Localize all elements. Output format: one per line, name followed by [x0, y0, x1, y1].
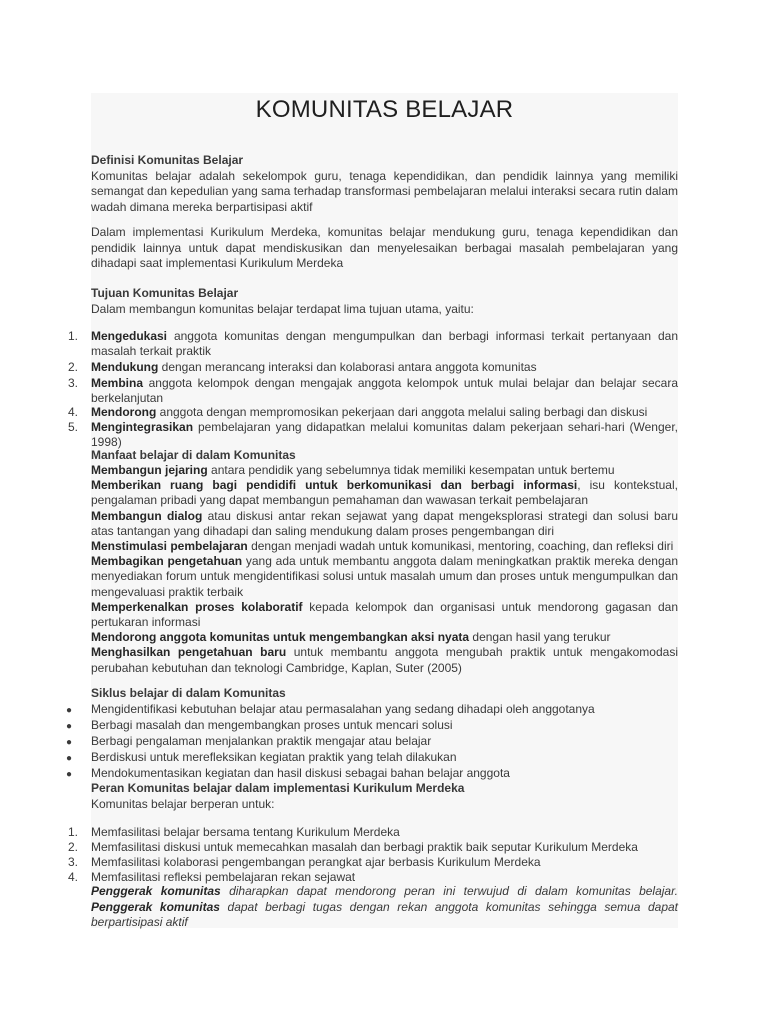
manfaat-item-bold: Mendorong anggota komunitas untuk mengembangkan aksi nyata [91, 630, 470, 645]
page-title: KOMUNITAS BELAJAR [255, 96, 514, 123]
bullet-icon: ● [66, 737, 73, 748]
manfaat-item-text: kepada kelompok dan organisasi untuk mendorong gagasan dan pertukaran informasi [91, 599, 678, 630]
tujuan-item [91, 360, 678, 375]
manfaat-item-bold: Membangun jejaring [91, 463, 208, 477]
list-number: 5. [68, 420, 79, 434]
list-number: 3. [68, 855, 79, 869]
tujuan-item-text: dengan merancang interaksi dan kolaborasi antara anggota komunitas [158, 360, 537, 374]
tujuan-item-text: anggota komunitas dengan mengumpulkan dan berbagi informasi terkait pertanyaan dan masalah terkait praktik [91, 329, 678, 358]
manfaat-item-text: antara pendidik yang sebelumnya tidak memiliki kesempatan untuk bertemu [207, 463, 615, 477]
bullet-icon: ● [66, 721, 73, 732]
siklus-item: Mendokumentasikan kegiatan dan hasil diskusi sebagai bahan belajar anggota [91, 766, 510, 780]
tujuan-item-bold: Mengedukasi [91, 329, 168, 343]
manfaat-item-bold: Membangun dialog [91, 508, 203, 523]
definisi-section [91, 153, 678, 215]
tujuan-item-text: anggota kelompok dengan mengajak anggota kelompok untuk mulai belajar dan belajar secara berkelanjutan [91, 376, 678, 405]
definisi-paragraph-1: Komunitas belajar adalah sekelompok guru, tenaga kependidikan, dan pendidik lainnya yang memiliki semangat dan kepedulian yang sama terhadap transformasi pembelajaran melalui interaksi secara rutin dalam wadah dimana mereka berpartisipasi aktif [91, 168, 678, 214]
manfaat-item [91, 554, 678, 600]
manfaat-item-text: untuk membantu anggota mengubah praktik untuk mengakomodasi perubahan kebutuhan dan teknologi Cambridge, Kaplan, Suter (2005) [91, 645, 678, 675]
tujuan-item [91, 329, 678, 358]
peran-item: Memfasilitasi refleksi pembelajaran rekan sejawat [91, 870, 356, 884]
manfaat-item-bold: Memperkenalkan proses kolaboratif [91, 599, 303, 614]
list-number: 1. [68, 329, 79, 343]
closing-text-1: diharapkan dapat mendorong peran ini terwujud di dalam komunitas belajar. [220, 884, 678, 898]
peran-item: Memfasilitasi belajar bersama tentang Kurikulum Merdeka [91, 825, 400, 839]
peran-intro: Komunitas belajar berperan untuk: [91, 796, 275, 811]
tujuan-item-text: anggota dengan mempromosikan pekerjaan dari anggota melalui saling berbagi dan diskusi [156, 405, 648, 419]
bullet-icon: ● [66, 753, 73, 764]
manfaat-item-text: yang ada untuk membantu anggota dalam meningkatkan praktik mereka dengan menyediakan forum untuk mengidentifikasi solusi untuk masalah umum dan proses untuk mengumpulkan dan mengevaluasi praktik terbaik [91, 554, 678, 599]
siklus-item: Berdiskusi untuk merefleksikan kegiatan praktik yang telah dilakukan [91, 750, 457, 764]
peran-closing [91, 884, 678, 931]
manfaat-list [91, 463, 678, 676]
tujuan-item [91, 420, 678, 449]
tujuan-item-bold: Mendorong [91, 405, 157, 419]
manfaat-item [91, 600, 678, 630]
manfaat-item [91, 539, 678, 554]
peran-heading: Peran Komunitas belajar dalam implementasi Kurikulum Merdeka [91, 781, 465, 795]
manfaat-item-text: , isu kontekstual, pengalaman pribadi yang dapat membangun pemahaman dan wawasan terkait pembelajaran [91, 478, 678, 508]
manfaat-item [91, 645, 678, 675]
siklus-item: Mengidentifikasi kebutuhan belajar atau permasalahan yang sedang dihadapi oleh anggotanya [91, 702, 595, 716]
closing-text-2: dapat berbagi tugas dengan rekan anggota komunitas sehingga semua dapat berpartisipasi aktif [91, 899, 678, 929]
manfaat-item-text: dengan hasil yang terukur [469, 630, 611, 645]
tujuan-heading: Tujuan Komunitas Belajar [91, 286, 239, 300]
tujuan-section [91, 286, 678, 317]
manfaat-heading: Manfaat belajar di dalam Komunitas [91, 448, 296, 462]
list-number: 1. [68, 825, 79, 839]
closing-bold-2: Penggerak komunitas [91, 899, 220, 914]
list-number: 2. [68, 360, 79, 374]
manfaat-item [91, 478, 678, 508]
closing-bold-1: Penggerak komunitas [91, 884, 221, 898]
siklus-item: Berbagi masalah dan mengembangkan proses untuk mencari solusi [91, 718, 453, 732]
manfaat-item-text: dengan menjadi wadah untuk komunikasi, mentoring, coaching, dan refleksi diri [247, 539, 674, 554]
tujuan-item-bold: Mendukung [91, 360, 159, 374]
manfaat-item-bold: Menstimulasi pembelajaran [91, 539, 248, 554]
siklus-heading: Siklus belajar di dalam Komunitas [91, 686, 286, 700]
list-number: 2. [68, 840, 79, 854]
tujuan-item-bold: Membina [91, 376, 144, 390]
tujuan-intro: Dalam membangun komunitas belajar terdapat lima tujuan utama, yaitu: [91, 301, 474, 316]
list-number: 4. [68, 405, 79, 419]
definisi-paragraph-2: Dalam implementasi Kurikulum Merdeka, komunitas belajar mendukung guru, tenaga kependidikan dan pendidik lainnya untuk dapat mendiskusikan dan menyelesaikan berbagai masalah pembelajaran yang dihadapi saat implementasi Kurikulum Merdeka [91, 225, 678, 270]
manfaat-item-bold: Membagikan pengetahuan [91, 554, 243, 569]
peran-item: Memfasilitasi kolaborasi pengembangan perangkat ajar berbasis Kurikulum Merdeka [91, 855, 541, 869]
definisi-heading: Definisi Komunitas Belajar [91, 153, 244, 167]
manfaat-item-bold: Memberikan ruang bagi pendidifi untuk berkomunikasi dan berbagi informasi [91, 478, 578, 493]
manfaat-item [91, 509, 678, 539]
list-number: 3. [68, 376, 79, 390]
tujuan-item-text: pembelajaran yang didapatkan melalui komunitas dalam pekerjaan sehari-hari (Wenger, 1998) [91, 420, 678, 449]
bullet-icon: ● [66, 705, 73, 716]
bullet-icon: ● [66, 769, 73, 780]
peran-item: Memfasilitasi diskusi untuk memecahkan masalah dan berbagi praktik baik seputar Kurikulum Merdeka [91, 840, 638, 854]
manfaat-item-text: atau diskusi antar rekan sejawat yang dapat mengeksplorasi strategi dan solusi baru atas tantangan yang dihadapi dan saling mendukung dalam proses pengembangan diri [91, 508, 678, 538]
siklus-item: Berbagi pengalaman menjalankan praktik mengajar atau belajar [91, 734, 432, 748]
tujuan-item [91, 376, 678, 405]
manfaat-item [91, 463, 678, 478]
tujuan-item [91, 405, 678, 420]
tujuan-item-bold: Mengintegrasikan [91, 420, 194, 434]
list-number: 4. [68, 870, 79, 884]
manfaat-item [91, 630, 678, 645]
peran-section [91, 781, 678, 812]
manfaat-item-bold: Menghasilkan pengetahuan baru [91, 645, 287, 660]
